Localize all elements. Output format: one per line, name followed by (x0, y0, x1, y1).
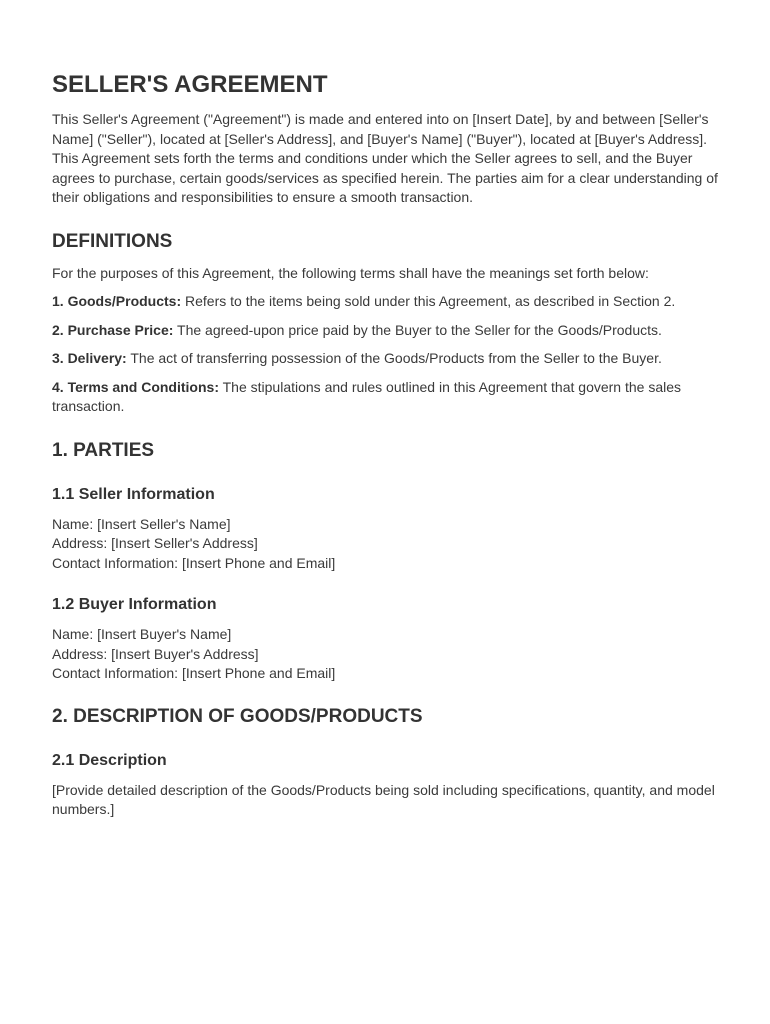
buyer-info-heading: 1.2 Buyer Information (52, 596, 217, 613)
definitions-heading: DEFINITIONS (52, 230, 173, 252)
definition-term: 1. Goods/Products: (52, 293, 182, 309)
buyer-info-block (52, 625, 718, 684)
definition-term: 3. Delivery: (52, 350, 127, 366)
document-title: SELLER'S AGREEMENT (52, 71, 328, 98)
goods-heading: 2. DESCRIPTION OF GOODS/PRODUCTS (52, 705, 423, 727)
definition-item-purchase-price (52, 321, 718, 341)
definition-item-goods (52, 292, 718, 312)
definition-text: The agreed-upon price paid by the Buyer to the Seller for the Goods/Products. (173, 321, 662, 338)
definitions-lead: For the purposes of this Agreement, the following terms shall have the meanings set forth below: (52, 264, 649, 281)
definition-term: 4. Terms and Conditions: (52, 378, 219, 395)
parties-heading: 1. PARTIES (52, 439, 155, 461)
intro-paragraph: This Seller's Agreement ("Agreement") is made and entered into on [Insert Date], by and between [Seller's Name] ("Seller"), located at [Seller's Address], and [Buyer's Name] ("Buyer"), located at [Buyer's Address]. This Agreement sets forth the terms and conditions under which the Seller agrees to sell, and the Buyer agrees to purchase, certain goods/services as specified herein. The parties aim for a clear understanding of their obligations and responsibilities to ensure a smooth transaction. (52, 111, 718, 205)
definition-text: The act of transferring possession of the Goods/Products from the Seller to the Buyer. (126, 350, 662, 366)
description-heading: 2.1 Description (52, 751, 167, 769)
seller-contact-line: Contact Information: [Insert Phone and Email] (52, 554, 336, 571)
buyer-name-line: Name: [Insert Buyer's Name] (52, 626, 232, 642)
seller-info-heading: 1.1 Seller Information (52, 485, 215, 503)
definition-text: Refers to the items being sold under this Agreement, as described in Section 2. (181, 293, 676, 309)
definition-item-terms (52, 378, 718, 417)
seller-name-line: Name: [Insert Seller's Name] (52, 515, 231, 532)
buyer-address-line: Address: [Insert Buyer's Address] (52, 645, 259, 662)
buyer-contact-line: Contact Information: [Insert Phone and Email] (52, 665, 336, 681)
description-text: [Provide detailed description of the Goods/Products being sold including specifications, quantity, and model numbers.] (52, 781, 715, 817)
seller-address-line: Address: [Insert Seller's Address] (52, 535, 258, 551)
seller-info-block (52, 515, 718, 574)
definition-text: The stipulations and rules outlined in this Agreement that govern the sales transaction. (52, 378, 682, 414)
definition-item-delivery (52, 349, 718, 369)
definition-term: 2. Purchase Price: (52, 321, 174, 338)
